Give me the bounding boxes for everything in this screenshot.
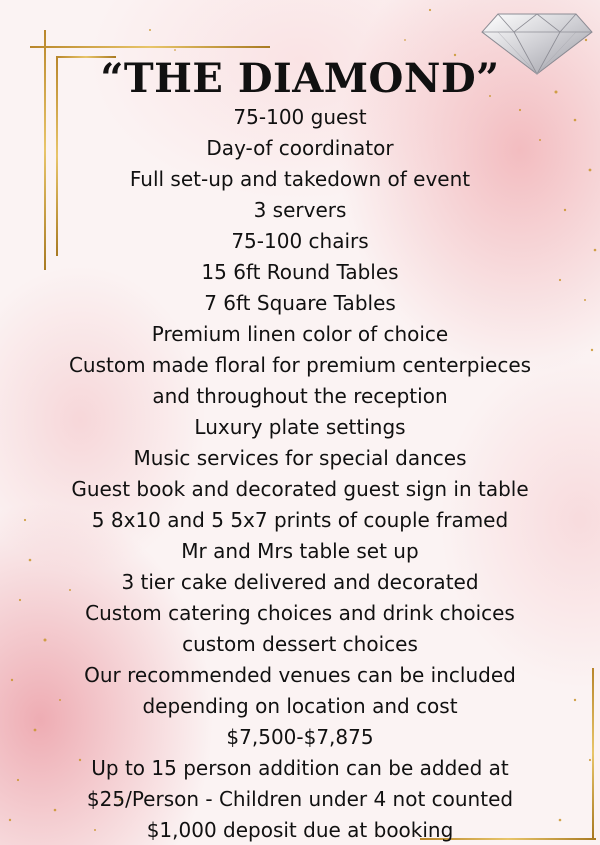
- detail-line: Music services for special dances: [133, 446, 467, 470]
- detail-line: 75-100 guest: [233, 105, 367, 129]
- detail-line: 5 8x10 and 5 5x7 prints of couple framed: [91, 508, 509, 532]
- detail-line: Custom made floral for premium centerpieces: [68, 353, 532, 377]
- detail-line: 3 tier cake delivered and decorated: [121, 570, 479, 594]
- detail-line: 7 6ft Square Tables: [204, 291, 396, 315]
- deposit-line: $1,000 deposit due at booking: [146, 818, 454, 842]
- detail-line: Luxury plate settings: [194, 415, 406, 439]
- detail-line: Guest book and decorated guest sign in table: [71, 477, 529, 501]
- detail-line: Premium linen color of choice: [151, 322, 449, 346]
- detail-line: 15 6ft Round Tables: [201, 260, 399, 284]
- detail-line: Our recommended venues can be included: [84, 663, 516, 687]
- detail-line: Day-of coordinator: [206, 136, 394, 160]
- detail-line: Full set-up and takedown of event: [129, 167, 471, 191]
- detail-line: and throughout the reception: [152, 384, 448, 408]
- detail-line: 3 servers: [253, 198, 347, 222]
- package-title: “THE DIAMOND”: [100, 55, 500, 102]
- detail-line: Mr and Mrs table set up: [181, 539, 419, 563]
- detail-line: depending on location and cost: [142, 694, 458, 718]
- detail-line: 75-100 chairs: [231, 229, 369, 253]
- detail-line: Up to 15 person addition can be added at: [91, 756, 509, 780]
- detail-line: Custom catering choices and drink choices: [85, 601, 515, 625]
- gold-frame-top-left: [30, 46, 270, 48]
- package-details: [0, 56, 600, 845]
- detail-line: $25/Person - Children under 4 not counted: [86, 787, 514, 811]
- detail-line: custom dessert choices: [182, 632, 418, 656]
- price-range: $7,500-$7,875: [226, 725, 374, 749]
